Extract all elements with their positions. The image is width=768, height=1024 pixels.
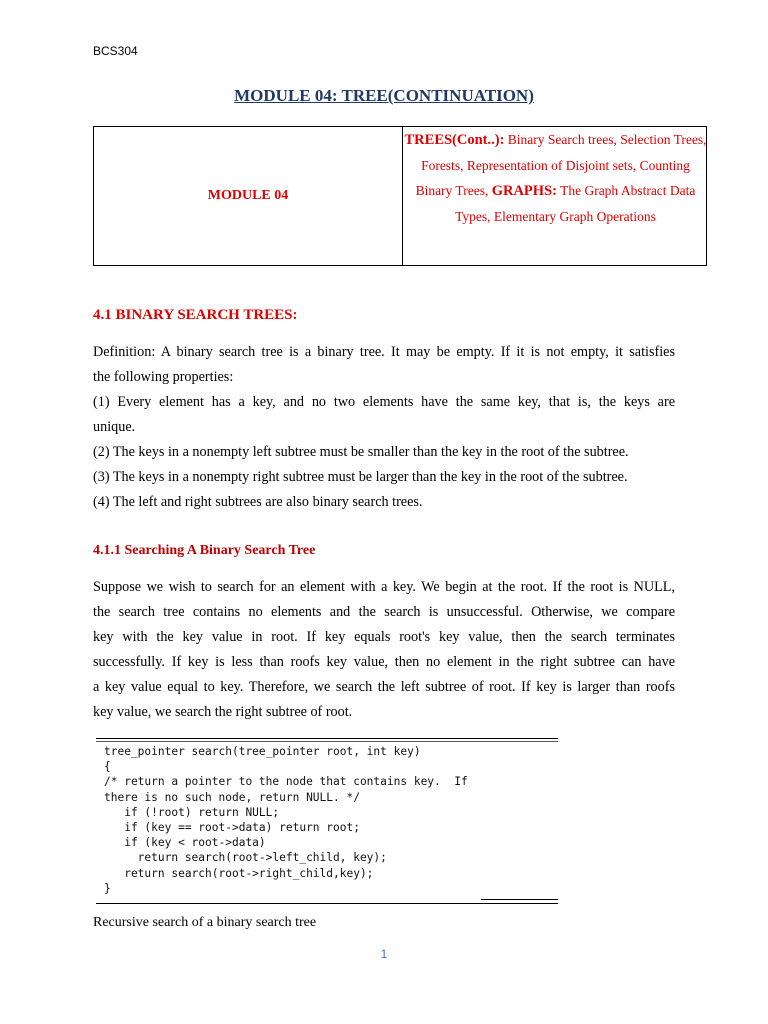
running-header: BCS304 — [93, 44, 138, 58]
module-table — [93, 126, 707, 266]
trees-label: TREES(Cont..): — [404, 132, 505, 148]
text-line: unique. — [93, 419, 136, 435]
text-line: key with the key value in root. If key equals root's key value, then the search terminates — [93, 629, 675, 645]
text-line: a key value equal to key. Therefore, we search the left subtree of root. If key is larger than roofs — [93, 679, 675, 695]
text-line: (3) The keys in a nonempty right subtree must be larger than the key in the root of the subtree. — [93, 469, 628, 485]
graphs-label: GRAPHS: — [491, 183, 557, 199]
text-line: Suppose we wish to search for an element with a key. We begin at the root. If the root is NULL, — [93, 579, 675, 595]
trees-text: Binary Search trees, Selection Trees, Forests, Representation of Disjoint sets, Counting Binary Trees, — [415, 132, 707, 198]
section-heading-search: 4.1.1 Searching A Binary Search Tree — [93, 543, 316, 558]
module-label: MODULE 04 — [207, 188, 289, 203]
text-line: the search tree contains no elements and the search is unsuccessful. Otherwise, we compare — [93, 604, 675, 620]
top-rule — [96, 738, 558, 739]
top-rule-2 — [96, 741, 558, 742]
bottom-rule — [96, 903, 558, 904]
text-line: successfully. If key is less than roofs key value, then no element in the right subtree can have — [93, 654, 675, 670]
text-line: key value, we search the right subtree of root. — [93, 704, 353, 720]
search-description — [93, 575, 675, 725]
section-heading-bst: 4.1 BINARY SEARCH TREES: — [93, 307, 298, 323]
page-title: MODULE 04: TREE(CONTINUATION) — [234, 86, 534, 105]
text-line: (4) The left and right subtrees are also binary search trees. — [93, 494, 423, 510]
bst-definition — [93, 340, 675, 515]
code-figure — [96, 738, 558, 906]
text-line: (1) Every element has a key, and no two elements have the same key, that is, the keys are — [93, 394, 675, 410]
figure-caption: Recursive search of a binary search tree — [93, 915, 317, 930]
text-line: the following properties: — [93, 369, 234, 385]
code-listing: tree_pointer search(tree_pointer root, int key) { /* return a pointer to the node that contains key. If there is no such node, return NULL. */ if (!root) return NULL; if (key == root->data) return root; if (key < root->data) return search(root->left_child, key); return search(root->right_child,key); } — [104, 745, 468, 895]
graphs-text: The Graph Abstract Data Types, Elementary Graph Operations — [455, 183, 696, 224]
text-line: Definition: A binary search tree is a binary tree. It may be empty. If it is not empty, it satisfies — [93, 344, 675, 360]
bottom-rule-short — [481, 899, 558, 900]
page-number: 1 — [380, 947, 388, 961]
text-line: (2) The keys in a nonempty left subtree must be smaller than the key in the root of the subtree. — [93, 444, 629, 460]
module-topics — [403, 127, 708, 265]
